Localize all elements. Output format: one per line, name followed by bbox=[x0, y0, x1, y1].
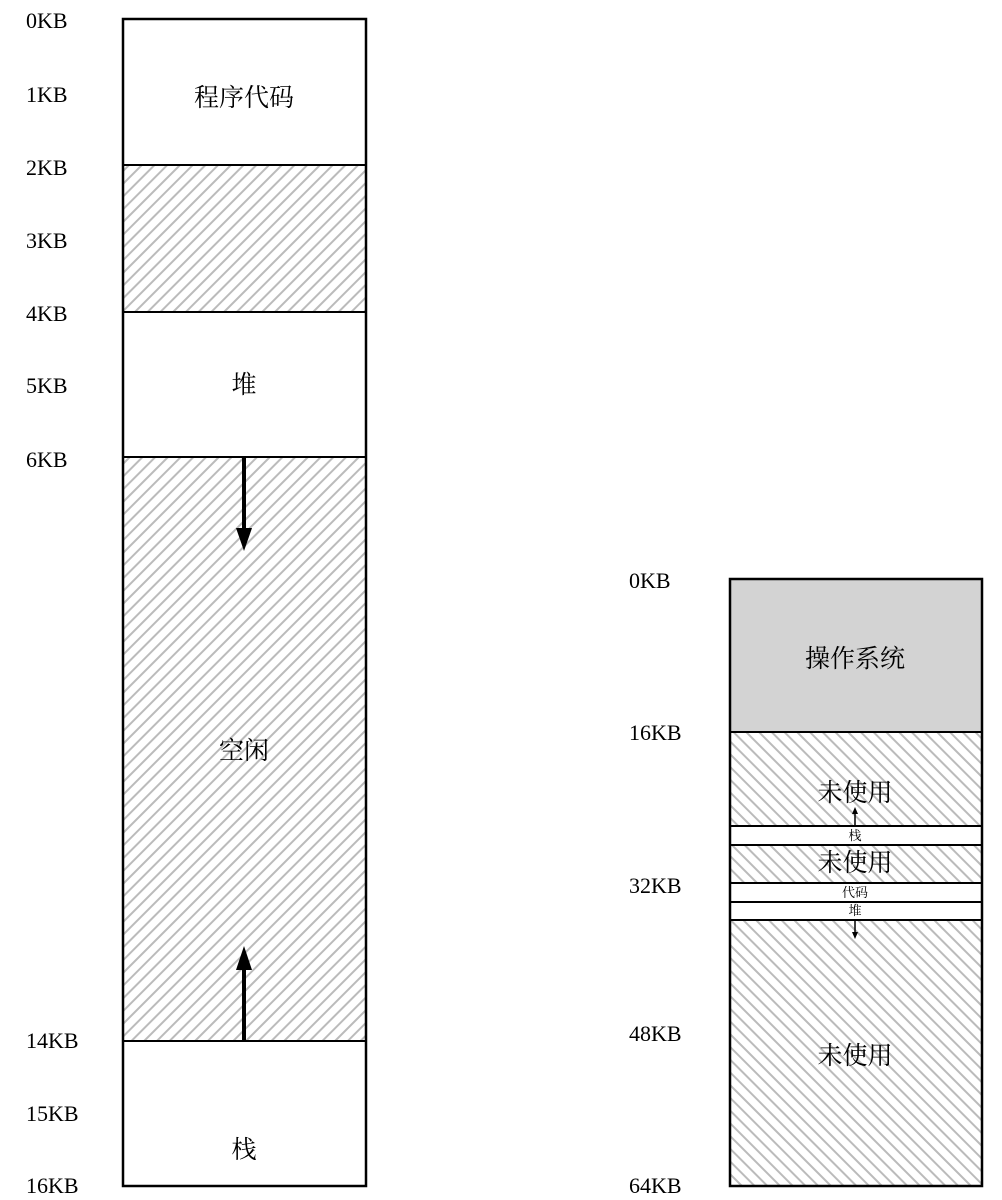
segment-label-stack: 栈 bbox=[231, 1135, 257, 1164]
tick-label: 16KB bbox=[629, 720, 682, 745]
segment-label-unused: 未使用 bbox=[817, 848, 893, 877]
segment-label-code: 程序代码 bbox=[193, 83, 295, 112]
segment-unused-gap bbox=[123, 165, 366, 312]
tick-label: 32KB bbox=[629, 873, 682, 898]
tick-label: 2KB bbox=[26, 155, 68, 180]
segment-label-stack: 栈 bbox=[848, 829, 862, 844]
tick-label: 3KB bbox=[26, 228, 68, 253]
segment-label-unused: 未使用 bbox=[817, 778, 893, 807]
tick-label: 5KB bbox=[26, 373, 68, 398]
tick-label: 64KB bbox=[629, 1173, 682, 1198]
segment-label-code: 代码 bbox=[841, 886, 869, 901]
tick-label: 16KB bbox=[26, 1173, 79, 1198]
segment-label-free: 空闲 bbox=[218, 736, 270, 765]
tick-label: 6KB bbox=[26, 447, 68, 472]
tick-label: 1KB bbox=[26, 82, 68, 107]
tick-label: 14KB bbox=[26, 1028, 79, 1053]
physical-memory-diagram bbox=[629, 568, 982, 1198]
tick-label: 0KB bbox=[629, 568, 671, 593]
tick-label: 15KB bbox=[26, 1101, 79, 1126]
segment-label-os: 操作系统 bbox=[804, 644, 906, 673]
tick-label: 4KB bbox=[26, 301, 68, 326]
tick-label: 48KB bbox=[629, 1021, 682, 1046]
segment-stack bbox=[123, 1041, 366, 1186]
tick-label: 0KB bbox=[26, 8, 68, 33]
address-space-diagram bbox=[26, 8, 366, 1198]
segment-label-heap: 堆 bbox=[848, 904, 862, 919]
segment-label-unused: 未使用 bbox=[817, 1041, 893, 1070]
segment-label-heap: 堆 bbox=[231, 370, 257, 399]
